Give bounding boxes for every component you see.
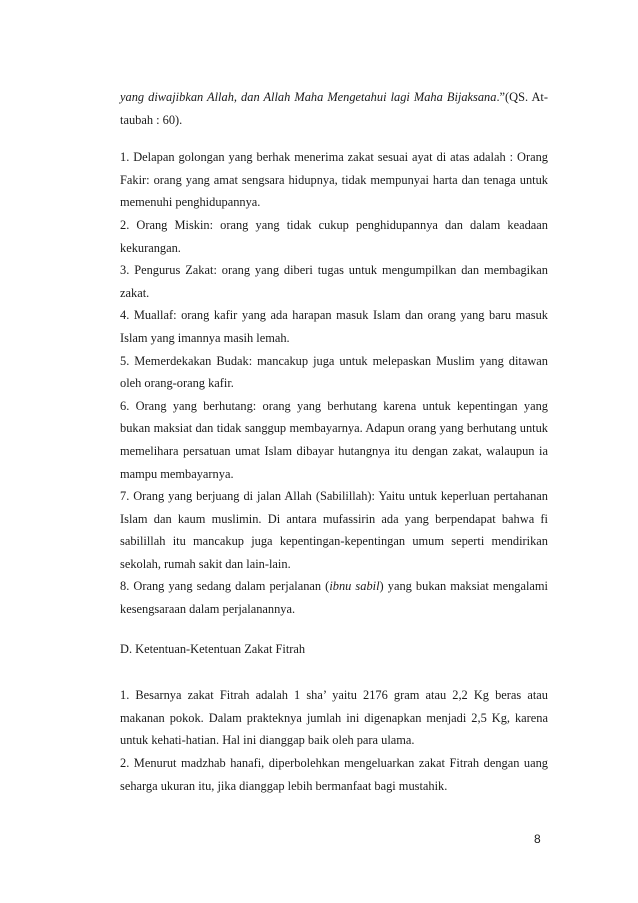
list-item-8 — [120, 575, 548, 620]
page-number: 8 — [534, 832, 541, 846]
fitrah-item-2: 2. Menurut madzhab hanafi, diperbolehkan mengeluarkan zakat Fitrah dengan uang seharga ukuran itu, jika dianggap lebih bermanfaat bagi mustahik. — [120, 756, 548, 793]
list-item-7: 7. Orang yang berjuang di jalan Allah (Sabilillah): Yaitu untuk keperluan pertahanan Islam dan kaum muslimin. Di antara mufassirin ada yang berpendapat bahwa fi sabilillah itu mancakup juga kepentingan-kepentingan umum seperti mendirikan sekolah, rumah sakit dan lain-lain. — [120, 489, 548, 571]
quote-italic-text: yang diwajibkan Allah, dan Allah Maha Mengetahui lagi Maha Bijaksana — [120, 90, 497, 104]
section-heading: D. Ketentuan-Ketentuan Zakat Fitrah — [120, 641, 306, 656]
list-item-6: 6. Orang yang berhutang: orang yang berhutang karena untuk kepentingan yang bukan maksiat dan tidak sanggup membayarnya. Adapun orang yang berhutang untuk memelihara persatuan umat Islam dibayar hutangnya itu dengan zakat, walaupun ia mampu membayarnya. — [120, 398, 548, 481]
list-item-3: 3. Pengurus Zakat: orang yang diberi tugas untuk mengumpilkan dan membagikan zakat. — [120, 263, 548, 300]
page-body — [120, 86, 548, 797]
item8-after: ) yang bukan maksiat mengalami kesengsaraan dalam perjalanannya. — [120, 579, 548, 617]
fitrah-item-1: 1. Besarnya zakat Fitrah adalah 1 sha’ yaitu 2176 gram atau 2,2 Kg beras atau makanan pokok. Dalam prakteknya jumlah ini digenapkan menjadi 2,5 Kg, karena untuk kehati-hatian. Hal ini dianggap baik oleh para ulama. — [120, 688, 548, 748]
list-item-5: 5. Memerdekakan Budak: mancakup juga untuk melepaskan Muslim yang ditawan oleh orang-orang kafir. — [120, 353, 548, 391]
item8-italic: ibnu sabil — [329, 579, 380, 594]
item8-before: 8. Orang yang sedang dalam perjalanan ( — [120, 579, 330, 594]
list-item-4: 4. Muallaf: orang kafir yang ada harapan masuk Islam dan orang yang baru masuk Islam yang imannya masih lemah. — [120, 308, 548, 345]
list-intro-item-1: 1. Delapan golongan yang berhak menerima zakat sesuai ayat di atas adalah : Orang Fakir: orang yang amat sengsara hidupnya, tidak mempunyai harta dan tenaga untuk memenuhi penghidupannya. — [120, 150, 548, 210]
quote-citation: .”(QS. At-taubah : 60). — [120, 90, 548, 127]
quran-quote — [120, 86, 548, 131]
list-item-2: 2. Orang Miskin: orang yang tidak cukup penghidupannya dan dalam keadaan kekurangan. — [120, 217, 548, 255]
